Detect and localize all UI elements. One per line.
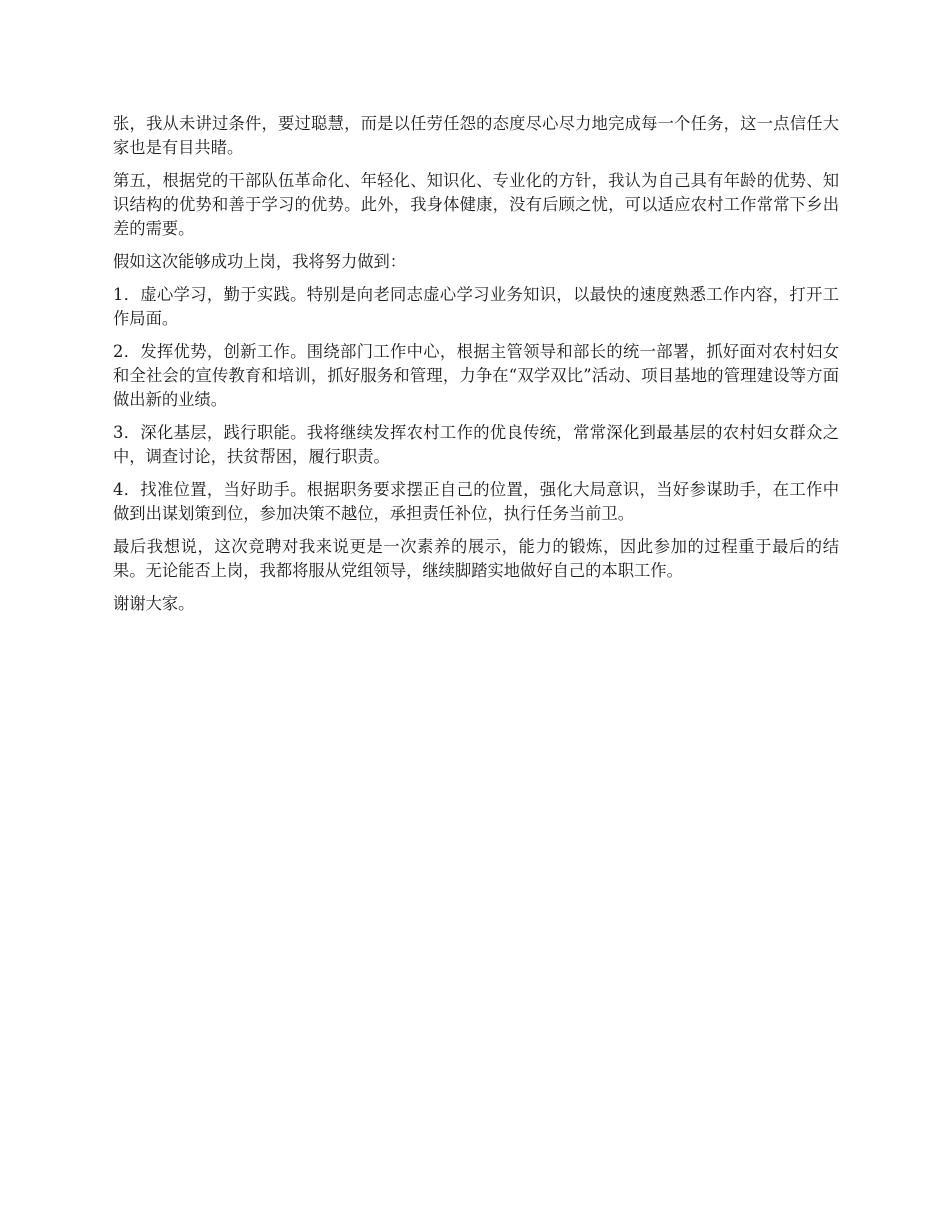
paragraph-thanks: 谢谢大家。: [113, 594, 195, 613]
list-item-3: 3．深化基层，践行职能。我将继续发挥农村工作的优良传统，常常深化到最基层的农村妇女群众之中，调查讨论，扶贫帮困，履行职责。: [113, 423, 839, 466]
paragraph-fifth-point: 第五，根据党的干部队伍革命化、年轻化、知识化、专业化的方针，我认为自己具有年龄的优势、知识结构的优势和善于学习的优势。此外，我身体健康，没有后顾之忧，可以适应农村工作常常下乡出差的需要。: [113, 171, 839, 238]
paragraph-conclusion: 最后我想说，这次竞聘对我来说更是一次素养的展示，能力的锻炼，因此参加的过程重于最后的结果。无论能否上岗，我都将服从党组领导，继续脚踏实地做好自己的本职工作。: [113, 537, 839, 580]
paragraph-commitment-intro: 假如这次能够成功上岗，我将努力做到：: [113, 252, 407, 271]
document-body: [113, 112, 839, 625]
paragraph-continuation: 张，我从未讲过条件，要过聪慧，而是以任劳任怨的态度尽心尽力地完成每一个任务，这一点信任大家也是有目共睹。: [113, 114, 839, 157]
list-item-2: 2．发挥优势，创新工作。围绕部门工作中心，根据主管领导和部长的统一部署，抓好面对农村妇女和全社会的宣传教育和培训，抓好服务和管理，力争在“双学双比”活动、项目基地的管理建设等方面做出新的业绩。: [113, 342, 839, 409]
list-item-4: 4．找准位置，当好助手。根据职务要求摆正自己的位置，强化大局意识，当好参谋助手，在工作中做到出谋划策到位，参加决策不越位，承担责任补位，执行任务当前卫。: [113, 480, 839, 523]
list-item-1: 1．虚心学习，勤于实践。特别是向老同志虚心学习业务知识，以最快的速度熟悉工作内容，打开工作局面。: [113, 285, 839, 328]
